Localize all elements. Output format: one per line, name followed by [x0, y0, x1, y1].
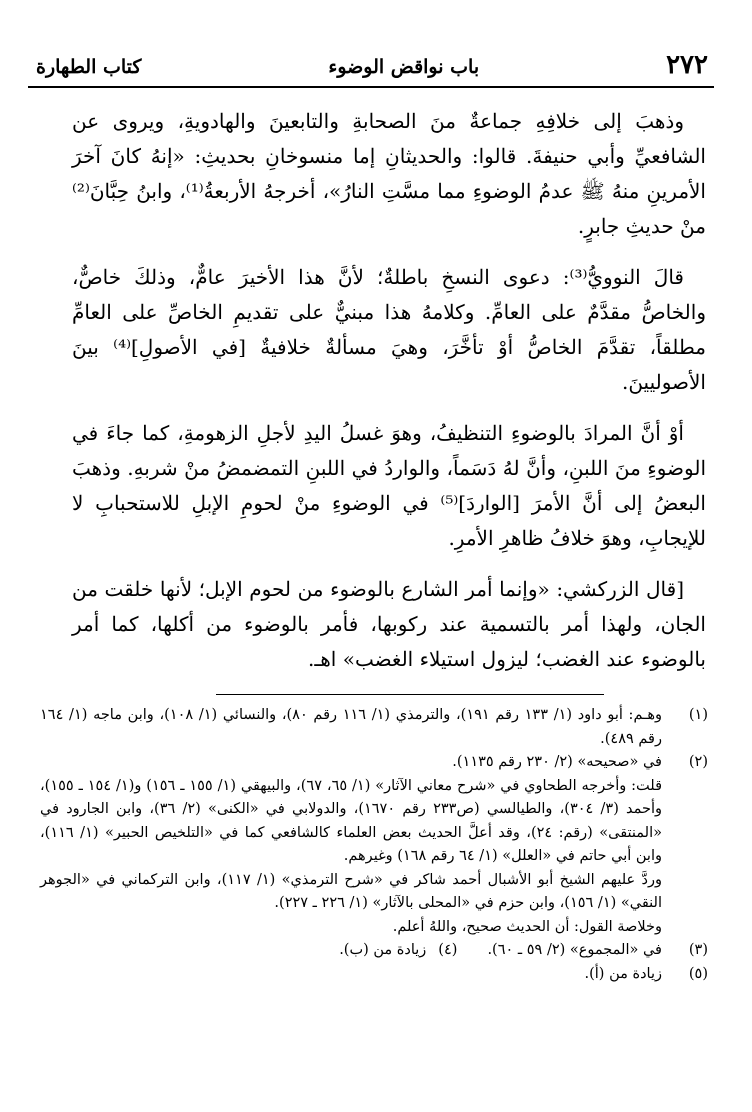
footnote-text: زيادة من (أ).	[584, 965, 662, 982]
footnote-2-reply: وردَّ عليهم الشيخ أبو الأشبال أحمد شاكر في «شرح الترمذي» (١/ ١١٧)، وابن التركماني في «الجوهر النقي» (١/ ١٥٦)، وابن حزم في «المحلى بالآثار» (١/ ٢٢٦ ـ ٢٢٧).	[40, 871, 662, 911]
footnote-5	[40, 963, 708, 987]
main-text	[72, 104, 706, 693]
footnote-number: (١)	[688, 707, 708, 723]
chapter-title: باب نواقض الوضوء	[328, 56, 480, 78]
footnote-rule	[216, 694, 604, 695]
footnote-3-4-row	[40, 939, 708, 963]
footnote-2-summary: وخلاصة القول: أن الحديث صحيح، واللهُ أعلم.	[392, 918, 662, 935]
footnote-4-text: زيادة من (ب).	[339, 942, 427, 958]
book-title: كتاب الطهارة	[36, 56, 142, 78]
footnote-2-note: قلت: وأخرجه الطحاوي في «شرح معاني الآثار» (١/ ٦٥، ٦٧)، والبيهقي (١/ ١٥٥ ـ ١٥٦) و(١/ ١٥٤ ـ ١٥٥)، وأحمد (٣/ ٣٠٤)، والطيالسي (ص٢٣٣ رقم ١٦٧٠)، والدولابي في «الكنى» (٢/ ٣٦)، وابن الجارود في «المنتقى» (رقم: ٢٤)، وقد أعلَّ الحديث بعض العلماء كالشافعي كما في «التلخيص الحبير» (١/ ١١٦)، وابن أبي حاتم في «العلل» (١/ ٦٤ رقم ١٦٨) وغيرهم.	[40, 777, 663, 864]
footnotes	[40, 704, 708, 986]
header-rule	[28, 86, 714, 88]
footnote-4-number: (٤)	[438, 942, 458, 958]
footnote-3-text: في «المجموع» (٢/ ٥٩ ـ ٦٠).	[487, 942, 662, 958]
running-header	[36, 34, 708, 78]
footnote-text: وهـم: أبو داود (١/ ١٣٣ رقم ١٩١)، والترمذي (١/ ١١٦ رقم ٨٠)، والنسائي (١/ ١٠٨)، وابن ماجه (١/ ١٦٤ رقم ٤٨٩).	[40, 707, 662, 747]
paragraph-4: [قال الزركشي: «وإنما أمر الشارع بالوضوء من لحوم الإبل؛ لأنها خلقت من الجان، ولهذا أمر بالتسمية عند ركوبها، فأمر بالوضوء من أكلها، كما أمر بالوضوء عند الغضب؛ ليزول استيلاء الغضب» اهـ.	[72, 577, 706, 671]
footnote-number: (٢)	[688, 754, 708, 770]
footnote-number: (٥)	[688, 965, 708, 982]
paragraph-1: وذهبَ إلى خلافِهِ جماعةٌ منَ الصحابةِ والتابعينَ والهادويةِ، ويروى عن الشافعيِّ وأبي حنيفةَ. قالوا: والحديثانِ إما منسوخانِ بحديثِ: «إنهُ كانَ آخرَ الأمرينِ منهُ ﷺ عدمُ الوضوءِ مما مسَّتِ النارُ»، أخرجهُ الأربعةُ⁽¹⁾، وابنُ حِبَّانَ⁽²⁾ منْ حديثِ جابرٍ.	[72, 109, 706, 238]
footnote-2	[40, 751, 708, 775]
footnote-text: في «صحيحه» (٢/ ٢٣٠ رقم ١١٣٥).	[452, 754, 662, 770]
paragraph-2: قالَ النوويُّ⁽³⁾: دعوى النسخِ باطلةٌ؛ لأنَّ هذا الأخيرَ عامٌّ، وذلكَ خاصٌّ، والخاصُّ مقدَّمٌ على العامِّ. وكلامهُ هذا مبنيٌّ على تقديمِ الخاصِّ على العامِّ مطلقاً، تقدَّمَ الخاصُّ أوْ تأخَّرَ، وهيَ مسألةٌ خلافيةٌ [في الأصولِ]⁽⁴⁾ بينَ الأصوليينَ.	[72, 265, 706, 394]
paragraph-3: أوْ أنَّ المرادَ بالوضوءِ التنظيفُ، وهوَ غسلُ اليدِ لأجلِ الزهومةِ، كما جاءَ في الوضوءِ منَ اللبنِ، وأنَّ لهُ دَسَماً، والواردُ في اللبنِ التمضمضُ منْ شربهِ. وذهبَ البعضُ إلى أنَّ الأمرَ [الواردَ]⁽⁵⁾ في الوضوءِ منْ لحومِ الإبلِ للاستحبابِ لا للإيجابِ، وهوَ خلافُ ظاهرِ الأمرِ.	[72, 421, 706, 550]
footnote-3-number: (٣)	[688, 942, 708, 958]
footnote-1	[40, 704, 708, 751]
page-number: ٢٧٢	[666, 50, 708, 80]
